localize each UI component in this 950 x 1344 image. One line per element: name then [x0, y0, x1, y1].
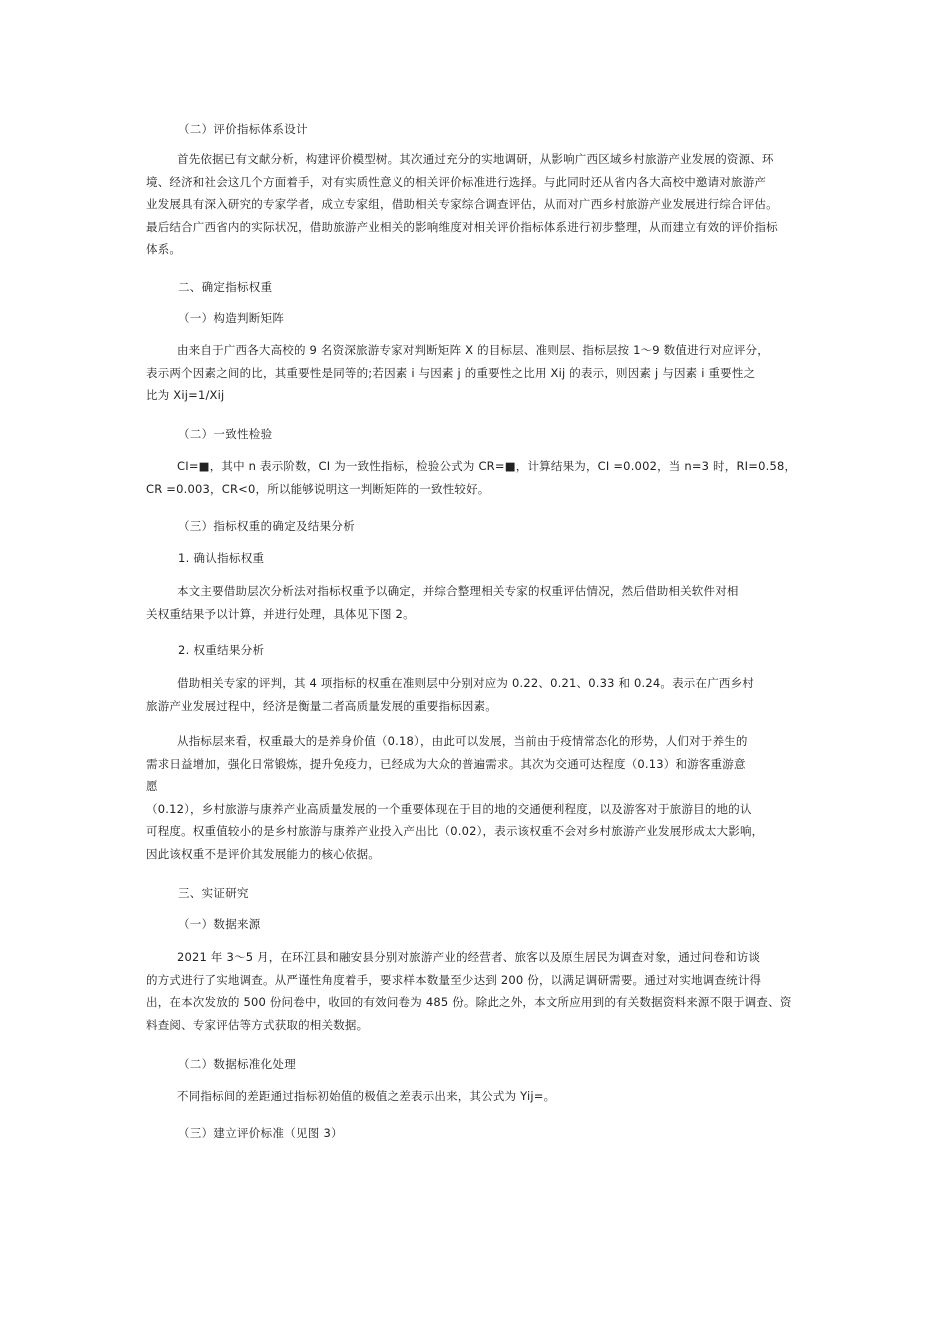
text-line: 从指标层来看，权重最大的是养身价值（0.18），由此可以发展，当前由于疫情常态化的形势，人们对于养生的: [177, 734, 748, 748]
heading-evaluation-standard: （三）建立评价标准（见图 3）: [178, 1126, 343, 1140]
text-line: CR =0.003，CR<0，所以能够说明这一判断矩阵的一致性较好。: [146, 481, 490, 496]
text-line: 体系。: [146, 242, 182, 257]
heading-empirical-research: 三、实证研究: [178, 886, 249, 900]
text-line: CI=■，其中 n 表示阶数，CI 为一致性指标，检验公式为 CR=■，计算结果为，CI =0.002，当 n=3 时，RI=0.58，: [177, 459, 797, 473]
text-line: 不同指标间的差距通过指标初始值的极值之差表示出来，其公式为 Yij=。: [177, 1089, 556, 1103]
text-line: 的方式进行了实地调查。从严谨性角度着手，要求样本数量至少达到 200 份，以满足调研需要。通过对实地调查统计得: [146, 972, 762, 987]
text-line: 比为 Xij=1/Xij: [146, 388, 225, 403]
heading-data-source: （一）数据来源: [178, 917, 261, 931]
text-line: （0.12），乡村旅游与康养产业高质量发展的一个重要体现在于目的地的交通便利程度，以及游客对于旅游目的地的认: [146, 801, 752, 816]
text-line: 本文主要借助层次分析法对指标权重予以确定，并综合整理相关专家的权重评估情况，然后借助相关软件对相: [177, 584, 739, 598]
text-line: 需求日益增加，强化日常锻炼，提升免疫力，已经成为大众的普遍需求。其次为交通可达程度（0.13）和游客重游意: [146, 756, 746, 771]
paragraph-index-system: [146, 148, 814, 261]
text-line: 最后结合广西省内的实际状况，借助旅游产业相关的影响维度对相关评价指标体系进行初步整理，从而建立有效的评价指标: [146, 219, 778, 234]
paragraph-consistency: [146, 455, 814, 500]
text-line: 料查阅、专家评估等方式获取的相关数据。: [146, 1017, 369, 1032]
heading-determine-weights: 二、确定指标权重: [178, 280, 273, 294]
paragraph-ahp: [146, 580, 814, 625]
text-line: 可程度。权重值较小的是乡村旅游与康养产业投入产出比（0.02），表示该权重不会对乡村旅游产业发展形成太大影响，: [146, 824, 764, 839]
paragraph-index-layer: [146, 730, 814, 866]
heading-consistency-check: （二）一致性检验: [178, 427, 273, 441]
text-line: 首先依据已有文献分析，构建评价模型树。其次通过充分的实地调研，从影响广西区域乡村旅游产业发展的资源、环: [177, 152, 774, 166]
text-line: 关权重结果予以计算，并进行处理，具体见下图 2。: [146, 606, 415, 621]
text-line: 业发展具有深入研究的专家学者，成立专家组，借助相关专家综合调查评估，从而对广西乡村旅游产业发展进行综合评估。: [146, 197, 778, 212]
paragraph-expert-judgment: [146, 672, 814, 717]
paragraph-data-source: [146, 946, 814, 1036]
text-line: 表示两个因素之间的比，其重要性是同等的;若因素 i 与因素 j 的重要性之比用 Xij 的表示，则因素 j 与因素 i 重要性之: [146, 365, 756, 380]
heading-confirm-weights: 1. 确认指标权重: [178, 551, 265, 565]
text-line: 愿: [146, 779, 158, 794]
heading-weight-results: 2. 权重结果分析: [178, 643, 265, 657]
heading-weight-analysis: （三）指标权重的确定及结果分析: [178, 519, 355, 533]
text-line: 出，在本次发放的 500 份问卷中，收回的有效问卷为 485 份。除此之外，本文所应用到的有关数据资料来源不限于调查、资: [146, 995, 792, 1010]
paragraph-judgment-matrix: [146, 339, 814, 407]
paragraph-standardization: [146, 1085, 814, 1108]
heading-evaluation-index-design: （二）评价指标体系设计: [178, 122, 308, 136]
text-line: 境、经济和社会这几个方面着手，对有实质性意义的相关评价标准进行选择。与此同时还从省内各大高校中邀请对旅游产: [146, 174, 767, 189]
text-line: 因此该权重不是评价其发展能力的核心依据。: [146, 846, 380, 861]
text-line: 由来自于广西各大高校的 9 名资深旅游专家对判断矩阵 X 的目标层、准则层、指标层按 1～9 数值进行对应评分，: [177, 343, 769, 357]
text-line: 2021 年 3～5 月，在环江县和融安县分别对旅游产业的经营者、旅客以及原生居民为调查对象，通过问卷和访谈: [177, 950, 761, 964]
text-line: 旅游产业发展过程中，经济是衡量二者高质量发展的重要指标因素。: [146, 698, 497, 713]
text-line: 借助相关专家的评判，其 4 项指标的权重在准则层中分别对应为 0.22、0.21、0.33 和 0.24。表示在广西乡村: [177, 676, 755, 690]
heading-data-standardization: （二）数据标准化处理: [178, 1057, 296, 1071]
heading-construct-matrix: （一）构造判断矩阵: [178, 311, 285, 325]
